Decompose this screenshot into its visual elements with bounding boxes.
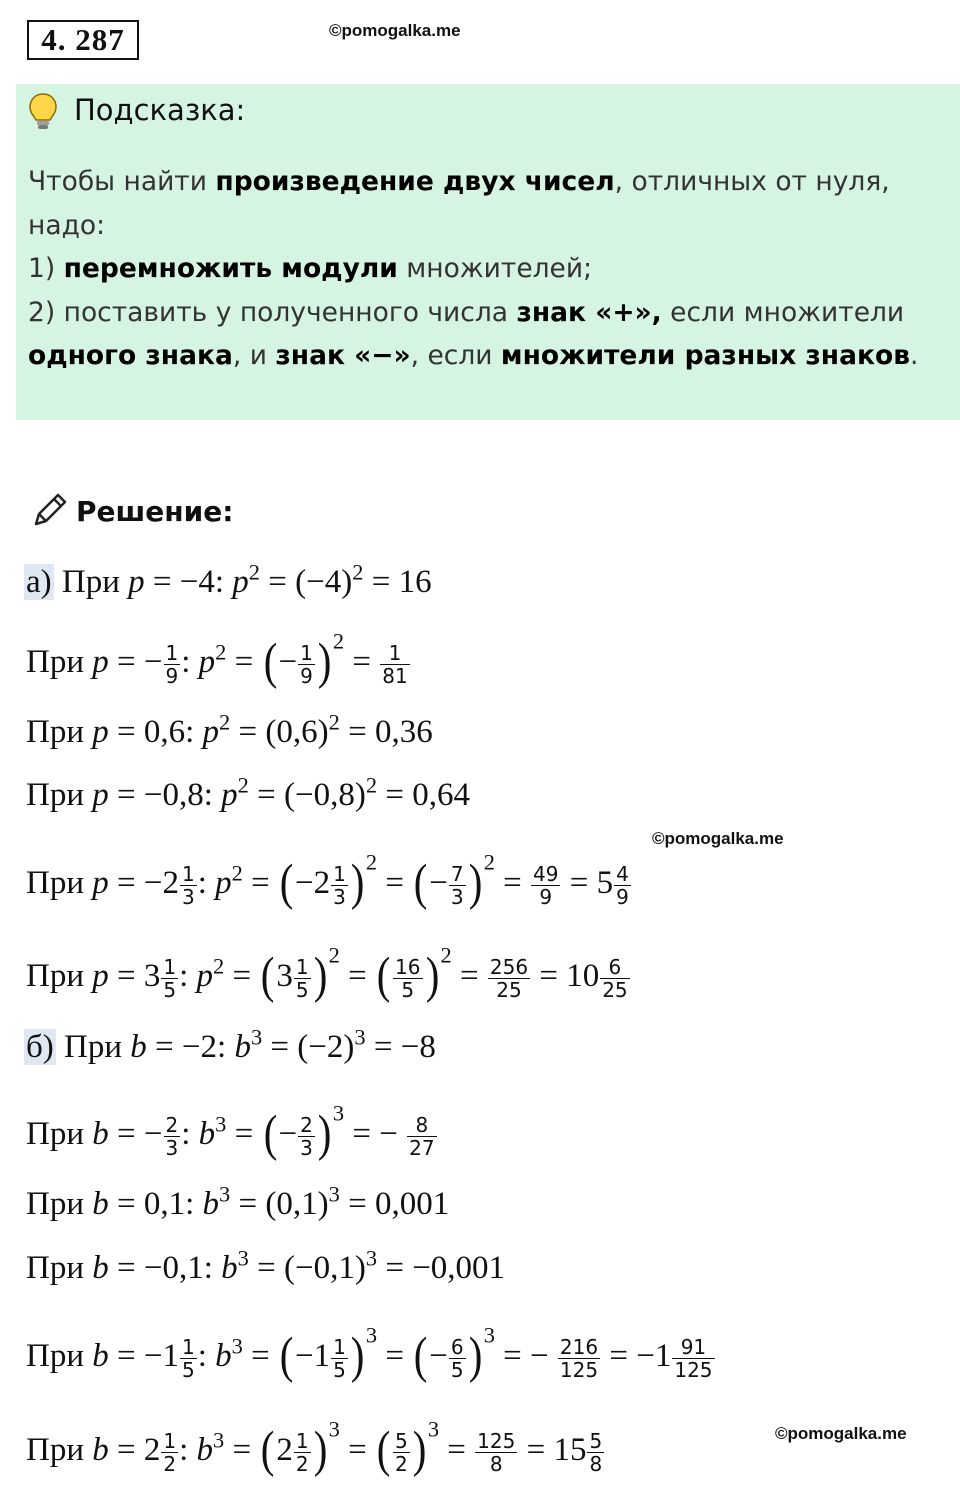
watermark-middle: ©pomogalka.me [652, 829, 784, 848]
watermark-bottom: ©pomogalka.me [775, 1424, 907, 1443]
solution-line-b6: При b = 2 $\frac{1}{2}$ : $b^3 = (2$ $\frac{1}{2}$ )$^3$ = ( $\frac{5}{2}$ )$^3$ = $\frac{125}{8}$ = 15 $\frac{5}{8}$ [26, 1416, 603, 1478]
hint-title: Подсказка: [74, 93, 246, 127]
solution-line-b4: При b = −0,1: $b^3 = (-0,1)^3 = -0,001$ [26, 1245, 506, 1286]
solution-line-b2: При b = − $\frac{2}{3}$ : $b^3$ = (− $\frac{2}{3}$ )$^3$ = − $\frac{8}{27}$ [26, 1100, 435, 1162]
solution-line-a4: При p = −0,8: $p^2 = (-0,8)^2 = 0,64$ [26, 772, 470, 813]
solution-line-a6: При p = 3 $\frac{1}{5}$ : $p^2 = (3$ $\frac{1}{5}$ )$^2$ = ( $\frac{16}{5}$ )$^2$ = $\frac{256}{25}$ = 10 $\frac{6}{25}$ [26, 942, 628, 1004]
lightbulb-icon [28, 92, 58, 132]
pencil-icon [30, 490, 70, 530]
solution-line-a5: При p = −2 $\frac{1}{3}$ : $p^2 = (-2$ $\frac{1}{3}$ )$^2$ = (− $\frac{7}{3}$ )$^2$ = $\frac{49}{9}$ = 5 $\frac{4}{9}$ [26, 849, 629, 911]
solution-line-b1: б) При b = −2: $b^3 = (-2)^3 = -8$ [26, 1024, 436, 1065]
task-number: 4. 287 [27, 20, 139, 60]
solution-line-a1: а) При p = −4: $p^2 = (-4)^2 = 16$ [26, 559, 432, 600]
watermark-top: ©pomogalka.me [329, 21, 461, 40]
solution-line-b3: При b = 0,1: $b^3 = (0,1)^3 = 0,001$ [26, 1181, 450, 1222]
hint-text: Чтобы найти произведение двух чисел, отличных от нуля, надо: 1) перемножить модули множителей; 2) поставить у полученного числа знак «+», если множители одного знака, и знак «−», если множители разных знаков. [28, 166, 919, 371]
solution-line-b5: При b = −1 $\frac{1}{5}$ : $b^3 = (-1$ $\frac{1}{5}$ )$^3$ = (− $\frac{6}{5}$ )$^3$ = − $\frac{216}{125}$ = −1 $\frac{91}{125}$ [26, 1322, 713, 1384]
solution-line-a2: При p = − $\frac{1}{9}$ : $p^2$ = (− $\frac{1}{9}$ )$^2$ = $\frac{1}{81}$ [26, 628, 408, 690]
solution-line-a3: При p = 0,6: $p^2 = (0,6)^2 = 0,36$ [26, 709, 433, 750]
solution-title: Решение: [76, 495, 234, 528]
